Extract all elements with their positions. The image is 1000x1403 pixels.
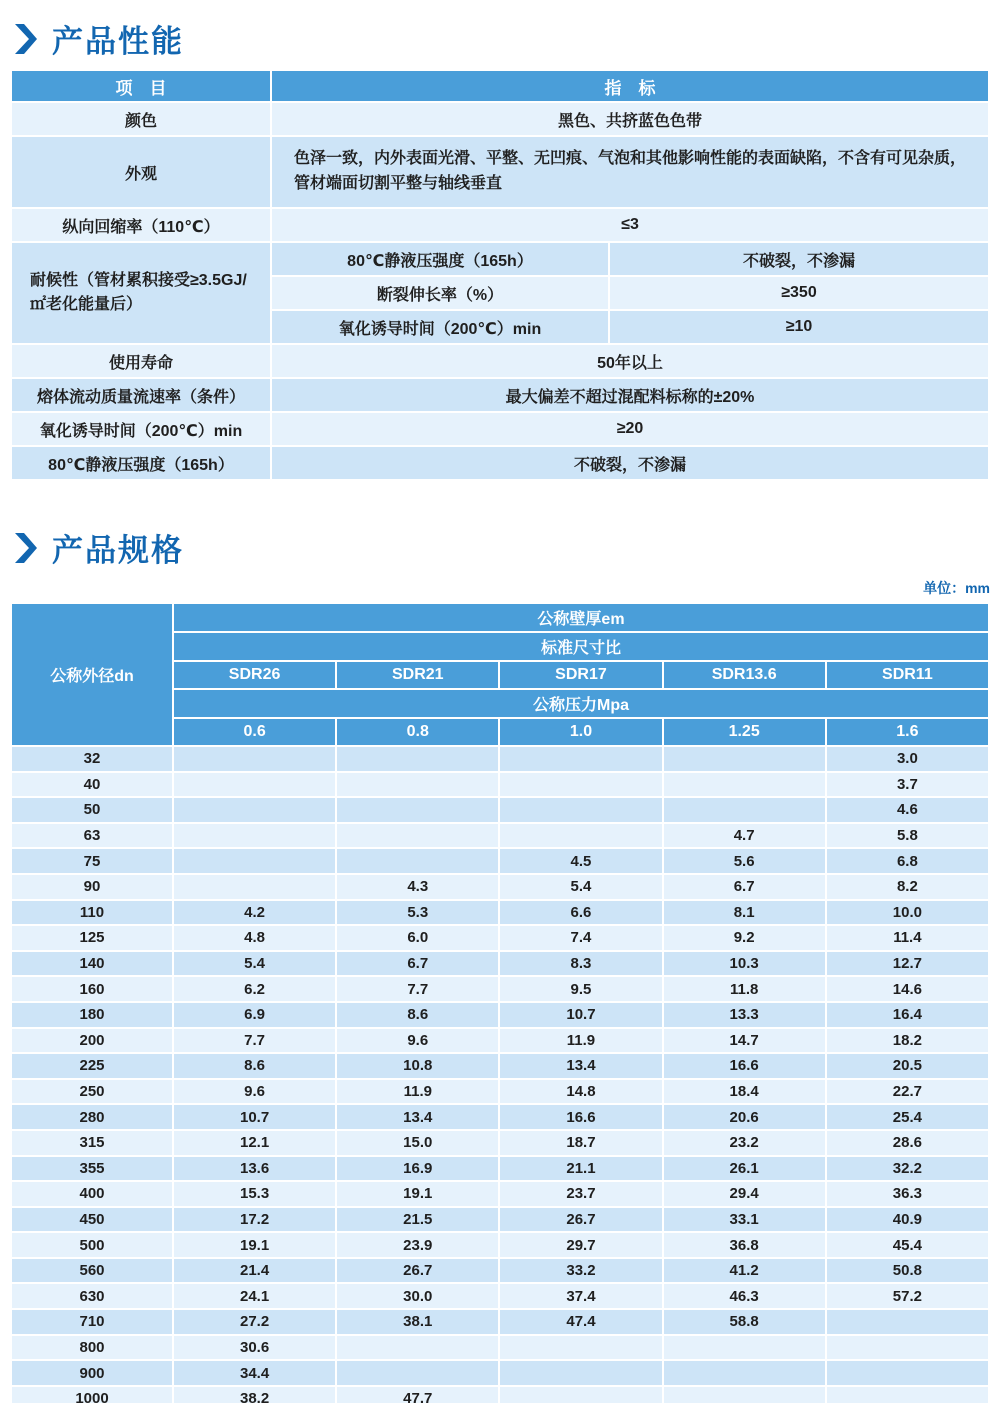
spec-value-cell: 7.7 (174, 1029, 335, 1053)
spec-value-cell: 5.8 (827, 824, 988, 848)
spec-value-cell: 23.2 (664, 1131, 825, 1155)
spec-row (12, 952, 988, 976)
value-cell: ≥350 (610, 277, 988, 309)
spec-dn-cell: 1000 (12, 1387, 172, 1403)
spec-value-cell: 18.7 (500, 1131, 661, 1155)
spec-value-cell (337, 1336, 498, 1360)
spec-value-cell: 11.4 (827, 926, 988, 950)
value-cell: 最大偏差不超过混配料标称的±20% (272, 379, 988, 411)
spec-dn-cell: 355 (12, 1157, 172, 1181)
spec-value-cell: 15.3 (174, 1182, 335, 1206)
spec-value-cell: 33.1 (664, 1208, 825, 1232)
spec-row (12, 747, 988, 771)
performance-row-lifetime (12, 345, 988, 377)
test-cell: 80℃静液压强度（165h） (272, 243, 608, 275)
spec-value-cell: 28.6 (827, 1131, 988, 1155)
spec-value-cell: 12.7 (827, 952, 988, 976)
spec-dn-cell: 90 (12, 875, 172, 899)
spec-header-row-wall (12, 604, 988, 631)
spec-value-cell: 18.2 (827, 1029, 988, 1053)
spec-value-cell: 9.2 (664, 926, 825, 950)
spec-value-cell: 10.7 (500, 1003, 661, 1027)
spec-value-cell (500, 798, 661, 822)
item-cell: 纵向回缩率（110℃） (12, 209, 270, 241)
spec-value-cell (500, 1336, 661, 1360)
spec-value-cell: 26.7 (337, 1259, 498, 1283)
performance-section-title: 产品性能 (52, 24, 184, 59)
spec-dn-cell: 140 (12, 952, 172, 976)
spec-table (10, 602, 990, 1403)
value-cell: 色泽一致，内外表面光滑、平整、无凹痕、气泡和其他影响性能的表面缺陷，不含有可见杂质，管材端面切割平整与轴线垂直 (272, 137, 988, 207)
section-chevron-icon (14, 23, 38, 55)
value-cell: ≤3 (272, 209, 988, 241)
spec-value-cell (174, 773, 335, 797)
spec-dn-cell: 500 (12, 1233, 172, 1257)
spec-value-cell: 50.8 (827, 1259, 988, 1283)
spec-value-cell: 24.1 (174, 1284, 335, 1308)
spec-value-cell: 38.1 (337, 1310, 498, 1334)
performance-row-color (12, 103, 988, 135)
spec-value-cell (337, 773, 498, 797)
spec-row (12, 849, 988, 873)
spec-header-wall: 公称壁厚em (174, 604, 988, 631)
spec-dn-cell: 225 (12, 1054, 172, 1078)
spec-row (12, 1310, 988, 1334)
spec-row (12, 1387, 988, 1403)
performance-section-header (0, 0, 1000, 69)
spec-dn-cell: 710 (12, 1310, 172, 1334)
spec-value-cell: 4.7 (664, 824, 825, 848)
spec-value-cell: 6.0 (337, 926, 498, 950)
spec-value-cell: 23.7 (500, 1182, 661, 1206)
spec-value-cell: 58.8 (664, 1310, 825, 1334)
spec-header-sdr-label: 标准尺寸比 (174, 633, 988, 660)
spec-value-cell: 11.9 (337, 1080, 498, 1104)
spec-row (12, 1182, 988, 1206)
spec-value-cell: 13.4 (500, 1054, 661, 1078)
spec-value-cell: 18.4 (664, 1080, 825, 1104)
spec-row (12, 1208, 988, 1232)
spec-header-pressure-0-6: 0.6 (174, 719, 335, 745)
spec-section-header (0, 481, 1000, 578)
spec-value-cell: 30.0 (337, 1284, 498, 1308)
spec-dn-cell: 180 (12, 1003, 172, 1027)
performance-row-shrinkage (12, 209, 988, 241)
spec-header-sdr11: SDR11 (827, 662, 988, 688)
spec-value-cell: 26.7 (500, 1208, 661, 1232)
spec-value-cell: 5.4 (174, 952, 335, 976)
spec-value-cell: 40.9 (827, 1208, 988, 1232)
spec-value-cell: 8.1 (664, 901, 825, 925)
performance-row-melt (12, 379, 988, 411)
spec-value-cell: 4.5 (500, 849, 661, 873)
performance-row-hydro (12, 447, 988, 479)
spec-row (12, 824, 988, 848)
spec-row (12, 798, 988, 822)
performance-row-appearance (12, 137, 988, 207)
performance-row-weather-1 (12, 243, 988, 275)
test-cell: 氧化诱导时间（200℃）min (272, 311, 608, 343)
spec-dn-cell: 160 (12, 977, 172, 1001)
item-cell-weathering: 耐候性（管材累积接受≥3.5GJ/㎡老化能量后） (12, 243, 270, 343)
spec-row (12, 1080, 988, 1104)
spec-value-cell: 13.4 (337, 1105, 498, 1129)
spec-value-cell: 6.7 (337, 952, 498, 976)
spec-value-cell (500, 773, 661, 797)
spec-value-cell: 30.6 (174, 1336, 335, 1360)
spec-value-cell: 10.0 (827, 901, 988, 925)
spec-value-cell (337, 849, 498, 873)
spec-value-cell: 10.7 (174, 1105, 335, 1129)
spec-dn-cell: 200 (12, 1029, 172, 1053)
spec-row (12, 1157, 988, 1181)
spec-value-cell: 36.3 (827, 1182, 988, 1206)
spec-row (12, 901, 988, 925)
spec-value-cell: 29.7 (500, 1233, 661, 1257)
spec-dn-cell: 400 (12, 1182, 172, 1206)
spec-value-cell (664, 1336, 825, 1360)
spec-value-cell: 20.6 (664, 1105, 825, 1129)
spec-value-cell: 12.1 (174, 1131, 335, 1155)
spec-value-cell: 4.3 (337, 875, 498, 899)
spec-dn-cell: 630 (12, 1284, 172, 1308)
spec-value-cell (174, 875, 335, 899)
spec-dn-cell: 800 (12, 1336, 172, 1360)
value-cell: 50年以上 (272, 345, 988, 377)
spec-value-cell: 8.2 (827, 875, 988, 899)
spec-row (12, 977, 988, 1001)
spec-value-cell: 14.6 (827, 977, 988, 1001)
spec-value-cell: 47.7 (337, 1387, 498, 1403)
spec-value-cell (827, 1361, 988, 1385)
spec-value-cell (500, 1387, 661, 1403)
spec-dn-cell: 280 (12, 1105, 172, 1129)
spec-value-cell: 6.2 (174, 977, 335, 1001)
value-cell: 不破裂，不渗漏 (610, 243, 988, 275)
spec-section-title: 产品规格 (52, 533, 184, 568)
value-cell: 不破裂，不渗漏 (272, 447, 988, 479)
spec-value-cell (337, 798, 498, 822)
spec-value-cell: 19.1 (337, 1182, 498, 1206)
spec-dn-cell: 63 (12, 824, 172, 848)
spec-value-cell: 32.2 (827, 1157, 988, 1181)
spec-value-cell (337, 747, 498, 771)
spec-row (12, 1361, 988, 1385)
spec-row (12, 1336, 988, 1360)
spec-value-cell: 10.8 (337, 1054, 498, 1078)
spec-value-cell: 5.3 (337, 901, 498, 925)
spec-value-cell (174, 747, 335, 771)
spec-value-cell: 57.2 (827, 1284, 988, 1308)
spec-value-cell (827, 1336, 988, 1360)
spec-dn-cell: 32 (12, 747, 172, 771)
spec-value-cell: 9.6 (337, 1029, 498, 1053)
spec-value-cell: 3.0 (827, 747, 988, 771)
spec-row (12, 875, 988, 899)
spec-value-cell: 6.9 (174, 1003, 335, 1027)
spec-value-cell: 6.6 (500, 901, 661, 925)
spec-value-cell (174, 798, 335, 822)
spec-row (12, 1105, 988, 1129)
spec-header-sdr21: SDR21 (337, 662, 498, 688)
spec-value-cell: 13.6 (174, 1157, 335, 1181)
spec-row (12, 1233, 988, 1257)
spec-dn-cell: 900 (12, 1361, 172, 1385)
spec-value-cell: 6.7 (664, 875, 825, 899)
spec-header-sdr13-6: SDR13.6 (664, 662, 825, 688)
spec-value-cell: 13.3 (664, 1003, 825, 1027)
spec-value-cell (174, 849, 335, 873)
spec-header-dn: 公称外径dn (12, 604, 172, 745)
performance-header-row (12, 71, 988, 101)
spec-row (12, 1284, 988, 1308)
spec-value-cell: 14.7 (664, 1029, 825, 1053)
spec-value-cell (664, 798, 825, 822)
spec-value-cell: 14.8 (500, 1080, 661, 1104)
item-cell: 颜色 (12, 103, 270, 135)
spec-value-cell: 34.4 (174, 1361, 335, 1385)
spec-value-cell: 8.6 (337, 1003, 498, 1027)
spec-value-cell: 16.4 (827, 1003, 988, 1027)
spec-value-cell: 7.4 (500, 926, 661, 950)
spec-value-cell: 21.4 (174, 1259, 335, 1283)
spec-header-sdr26: SDR26 (174, 662, 335, 688)
spec-dn-cell: 250 (12, 1080, 172, 1104)
spec-value-cell: 5.4 (500, 875, 661, 899)
section-chevron-icon (14, 532, 38, 564)
performance-table (10, 69, 990, 481)
spec-value-cell: 5.6 (664, 849, 825, 873)
spec-value-cell (337, 824, 498, 848)
spec-value-cell: 16.9 (337, 1157, 498, 1181)
item-cell: 氧化诱导时间（200℃）min (12, 413, 270, 445)
spec-value-cell: 37.4 (500, 1284, 661, 1308)
spec-value-cell: 8.6 (174, 1054, 335, 1078)
unit-note: 单位：mm (923, 580, 990, 596)
spec-dn-cell: 50 (12, 798, 172, 822)
item-cell: 使用寿命 (12, 345, 270, 377)
spec-dn-cell: 450 (12, 1208, 172, 1232)
spec-row (12, 1029, 988, 1053)
spec-row (12, 926, 988, 950)
spec-value-cell: 16.6 (500, 1105, 661, 1129)
spec-value-cell (337, 1361, 498, 1385)
performance-header-item: 项 目 (12, 71, 270, 101)
value-cell: 黑色、共挤蓝色色带 (272, 103, 988, 135)
spec-value-cell (664, 1387, 825, 1403)
spec-value-cell: 26.1 (664, 1157, 825, 1181)
value-cell: ≥20 (272, 413, 988, 445)
spec-value-cell: 21.1 (500, 1157, 661, 1181)
spec-value-cell: 47.4 (500, 1310, 661, 1334)
spec-dn-cell: 75 (12, 849, 172, 873)
item-cell: 熔体流动质量流速率（条件） (12, 379, 270, 411)
spec-value-cell (827, 1310, 988, 1334)
spec-dn-cell: 315 (12, 1131, 172, 1155)
spec-value-cell: 4.2 (174, 901, 335, 925)
spec-value-cell (664, 773, 825, 797)
spec-dn-cell: 110 (12, 901, 172, 925)
spec-value-cell: 19.1 (174, 1233, 335, 1257)
spec-value-cell: 8.3 (500, 952, 661, 976)
spec-dn-cell: 560 (12, 1259, 172, 1283)
spec-value-cell: 7.7 (337, 977, 498, 1001)
spec-value-cell: 38.2 (174, 1387, 335, 1403)
spec-value-cell: 33.2 (500, 1259, 661, 1283)
spec-value-cell (664, 747, 825, 771)
spec-value-cell: 10.3 (664, 952, 825, 976)
spec-row (12, 1054, 988, 1078)
spec-value-cell (174, 824, 335, 848)
spec-table-body (12, 747, 988, 1403)
spec-value-cell: 11.8 (664, 977, 825, 1001)
spec-value-cell (500, 1361, 661, 1385)
spec-value-cell (827, 1387, 988, 1403)
spec-value-cell: 15.0 (337, 1131, 498, 1155)
performance-header-spec: 指 标 (272, 71, 988, 101)
spec-value-cell: 25.4 (827, 1105, 988, 1129)
spec-value-cell: 16.6 (664, 1054, 825, 1078)
spec-value-cell (664, 1361, 825, 1385)
spec-dn-cell: 40 (12, 773, 172, 797)
spec-row (12, 1259, 988, 1283)
spec-value-cell (500, 824, 661, 848)
spec-value-cell: 4.6 (827, 798, 988, 822)
spec-row (12, 1003, 988, 1027)
spec-value-cell (500, 747, 661, 771)
spec-header-pressure-1-0: 1.0 (500, 719, 661, 745)
spec-value-cell: 3.7 (827, 773, 988, 797)
spec-value-cell: 20.5 (827, 1054, 988, 1078)
spec-header-pressure-0-8: 0.8 (337, 719, 498, 745)
spec-header-sdr17: SDR17 (500, 662, 661, 688)
spec-value-cell: 45.4 (827, 1233, 988, 1257)
spec-value-cell: 29.4 (664, 1182, 825, 1206)
test-cell: 断裂伸长率（%） (272, 277, 608, 309)
value-cell: ≥10 (610, 311, 988, 343)
spec-value-cell: 17.2 (174, 1208, 335, 1232)
spec-value-cell: 36.8 (664, 1233, 825, 1257)
spec-header-pressure-label: 公称压力Mpa (174, 690, 988, 717)
spec-value-cell: 9.6 (174, 1080, 335, 1104)
performance-row-oit (12, 413, 988, 445)
spec-value-cell: 23.9 (337, 1233, 498, 1257)
spec-value-cell: 4.8 (174, 926, 335, 950)
spec-value-cell: 9.5 (500, 977, 661, 1001)
spec-header-pressure-1-6: 1.6 (827, 719, 988, 745)
spec-value-cell: 6.8 (827, 849, 988, 873)
item-cell: 80℃静液压强度（165h） (12, 447, 270, 479)
spec-row (12, 773, 988, 797)
item-cell: 外观 (12, 137, 270, 207)
spec-dn-cell: 125 (12, 926, 172, 950)
spec-value-cell: 11.9 (500, 1029, 661, 1053)
spec-header-pressure-1-25: 1.25 (664, 719, 825, 745)
spec-value-cell: 22.7 (827, 1080, 988, 1104)
spec-value-cell: 21.5 (337, 1208, 498, 1232)
spec-value-cell: 41.2 (664, 1259, 825, 1283)
spec-value-cell: 27.2 (174, 1310, 335, 1334)
spec-row (12, 1131, 988, 1155)
spec-value-cell: 46.3 (664, 1284, 825, 1308)
